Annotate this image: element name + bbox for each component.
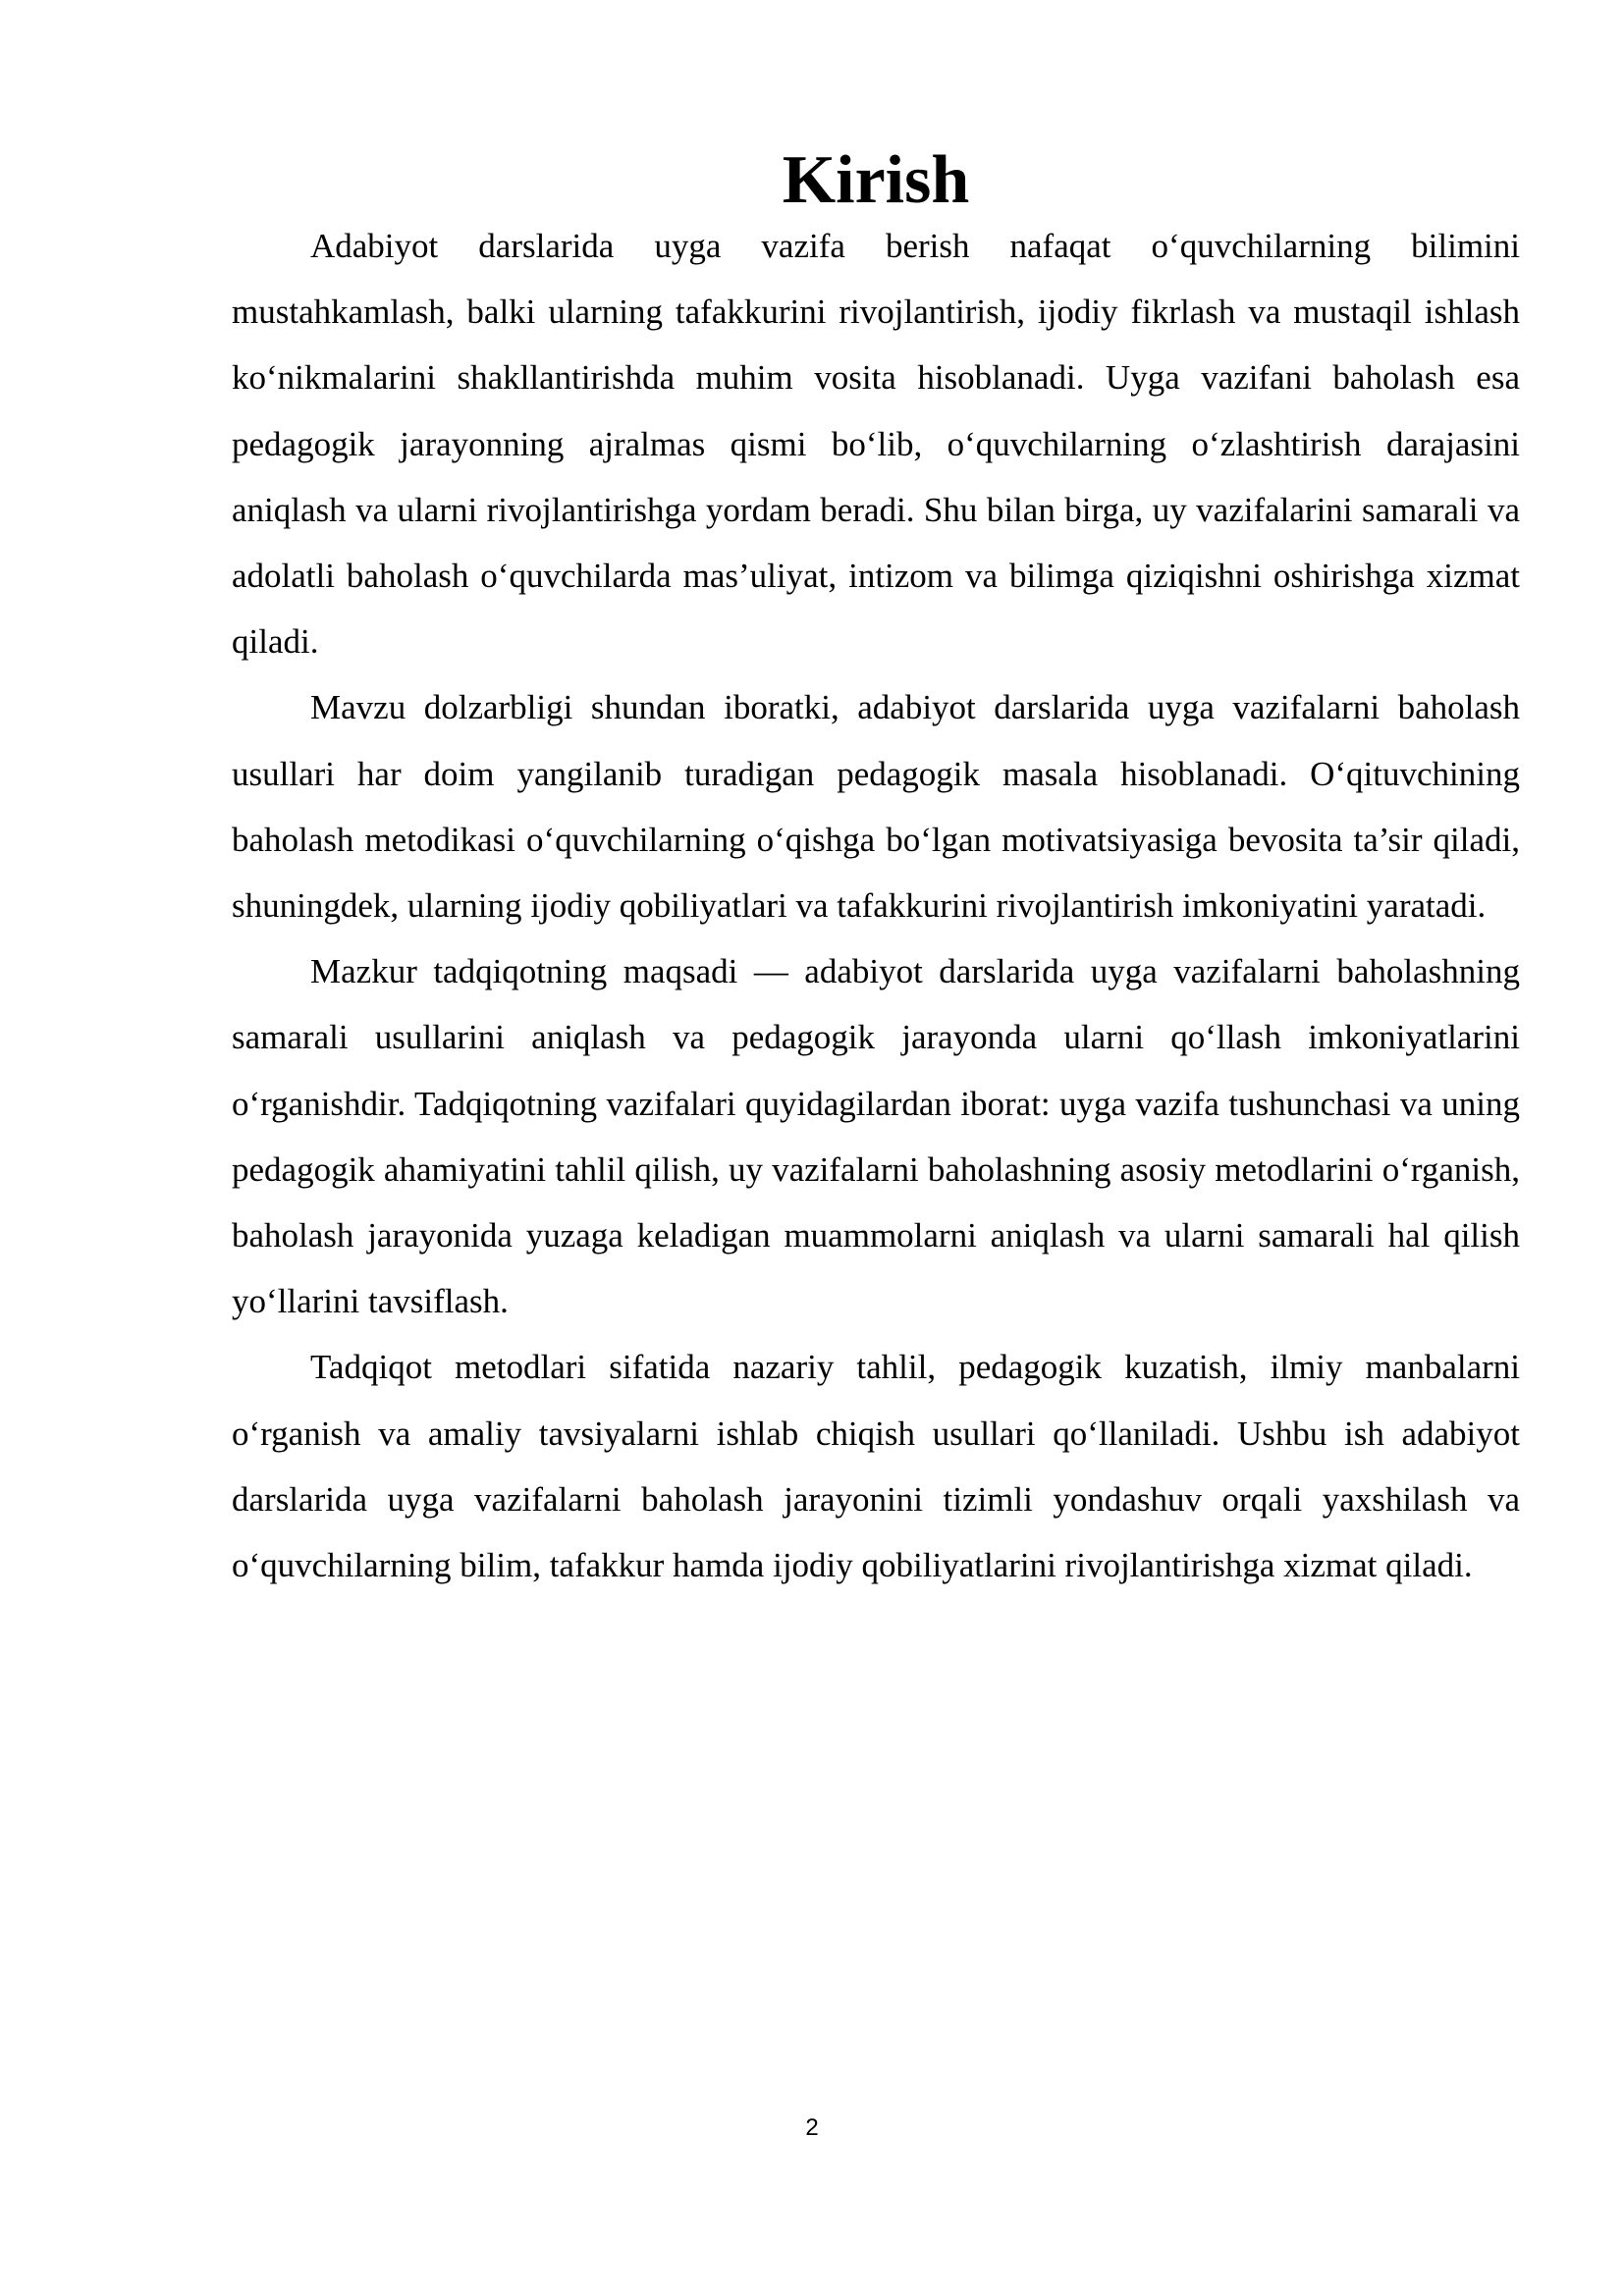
page-body xyxy=(232,142,1520,1598)
page-number: 2 xyxy=(805,2114,819,2141)
paragraph-methods: Tadqiqot metodlari sifatida nazariy tahlil, pedagogik kuzatish, ilmiy manbalarni o‘rganish va amaliy tavsiyalarni ishlab chiqish usullari qo‘llaniladi. Ushbu ish adabiyot darslarida uyga vazifalarni baholash jarayonini tizimli yondashuv orqali yaxshilash va o‘quvchilarning bilim, tafakkur hamda ijodiy qobiliyatlarini rivojlantirishga xizmat qiladi. xyxy=(232,1348,1520,1585)
paragraph-goal-and-tasks: Mazkur tadqiqotning maqsadi — adabiyot darslarida uyga vazifalarni baholashning samarali usullarini aniqlash va pedagogik jarayonda ularni qo‘llash imkoniyatlarini o‘rganishdir. Tadqiqotning vazifalari quyidagilardan iborat: uyga vazifa tushunchasi va uning pedagogik ahamiyatini tahlil qilish, uy vazifalarni baholashning asosiy metodlarini o‘rganish, baholash jarayonida yuzaga keladigan muammolarni aniqlash va ularni samarali hal qilish yo‘llarini tavsiflash. xyxy=(232,952,1520,1321)
section-title: Kirish xyxy=(782,142,970,218)
paragraph-introduction: Adabiyot darslarida uyga vazifa berish nafaqat o‘quvchilarning bilimini mustahkamlash, balki ularning tafakkurini rivojlantirish, ijodiy fikrlash va mustaqil ishlash ko‘nikmalarini shakllantirishda muhim vosita hisoblanadi. Uyga vazifani baholash esa pedagogik jarayonning ajralmas qismi bo‘lib, o‘quvchilarning o‘zlashtirish darajasini aniqlash va ularni rivojlantirishga yordam beradi. Shu bilan birga, uy vazifalarini samarali va adolatli baholash o‘quvchilarda mas’uliyat, intizom va bilimga qiziqishni oshirishga xizmat qiladi. xyxy=(232,227,1520,662)
paragraph-relevance: Mavzu dolzarbligi shundan iboratki, adabiyot darslarida uyga vazifalarni baholash usullari har doim yangilanib turadigan pedagogik masala hisoblanadi. O‘qituvchining baholash metodikasi o‘quvchilarning o‘qishga bo‘lgan motivatsiyasiga bevosita ta’sir qiladi, shuningdek, ularning ijodiy qobiliyatlari va tafakkurini rivojlantirish imkoniyatini yaratadi. xyxy=(232,688,1520,926)
